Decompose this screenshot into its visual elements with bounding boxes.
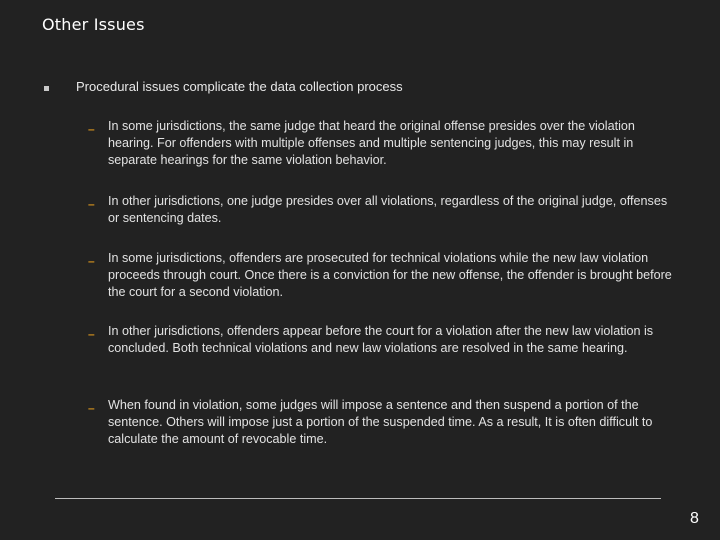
dash-bullet-icon: – (88, 401, 95, 415)
dash-bullet-icon: – (88, 197, 95, 211)
dash-bullet-icon: – (88, 122, 95, 136)
sub-bullet-item (88, 250, 678, 301)
main-bullet-text: Procedural issues complicate the data collection process (76, 79, 403, 94)
sub-bullet-item (88, 193, 678, 227)
dash-bullet-icon: – (88, 327, 95, 341)
slide-title: Other Issues (42, 15, 145, 34)
sub-bullet-text: In other jurisdictions, offenders appear before the court for a violation after the new law violation is concluded. Both technical violations and new law violations are resolved in the same hearing. (108, 324, 654, 355)
sub-bullet-text: When found in violation, some judges will impose a sentence and then suspend a portion of the sentence. Others will impose just a portion of the suspended time. As a result, It is often difficult to calculate the amount of revocable time. (108, 398, 653, 446)
page-number: 8 (690, 510, 699, 527)
sub-bullet-text: In some jurisdictions, offenders are prosecuted for technical violations while the new law violation proceeds through court. Once there is a conviction for the new offense, the offender is brought before the court for a second violation. (108, 251, 672, 299)
square-bullet-icon (44, 86, 49, 91)
footer-divider (55, 498, 661, 499)
sub-bullet-text: In other jurisdictions, one judge presides over all violations, regardless of the original judge, offenses or sentencing dates. (108, 194, 668, 225)
dash-bullet-icon: – (88, 254, 95, 268)
sub-bullet-text: In some jurisdictions, the same judge that heard the original offense presides over the violation hearing. For offenders with multiple offenses and multiple sentencing judges, this may result in separate hearings for the same violation behavior. (108, 119, 635, 167)
sub-bullet-item (88, 323, 678, 357)
main-bullet-item (44, 78, 403, 95)
sub-bullet-item (88, 397, 678, 448)
sub-bullet-item (88, 118, 678, 169)
